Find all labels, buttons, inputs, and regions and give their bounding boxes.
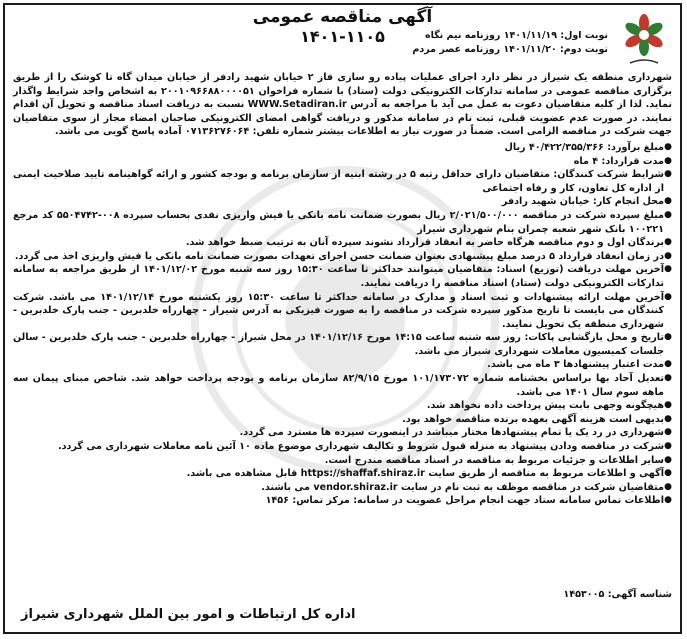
item-text: سایر اطلاعات و جزئیات مربوط به مناقصه در اسناد مناقصه مندرج است. [324, 454, 664, 466]
item-text: شهرداری در رد یک یا تمام پیشنهادها مختار میباشد در اینصورت سپرده ها مسترد می گردد. [239, 427, 664, 439]
item-estimate [13, 141, 672, 155]
item-text: برندگان اول و دوم مناقصه هرگاه حاضر به انعقاد قرارداد نشوند سپرده آنان به ترتیب ضبط خواهد شد. [185, 237, 664, 249]
item-deposit [13, 209, 672, 236]
item-guarantee [13, 250, 672, 264]
item-acceptance [13, 440, 672, 454]
bullet-icon: ● [664, 413, 672, 424]
item-text: مدت اعتبار پیشنهادها ۳ ماه می باشد. [487, 359, 664, 371]
bullet-icon: ● [664, 209, 672, 220]
bullet-icon: ● [664, 291, 672, 302]
item-text: تعدیل آحاد بها براساس بخشنامه شماره ۱۰۱/۱۷۳۰۷۲ مورخ ۸۲/۹/۱۵ سازمان برنامه و بودجه پرداخت خواهد شد. شاخص مبنای پیمان سه ماهه سوم سال ۱۴۰۱ می باشد. [13, 373, 664, 398]
item-text: شرکت در مناقصه ودادن پیشنهاد به منزله قبول شروط و تکالیف شهرداری موضوع ماده ۱۰ آئین نامه معاملات شهرداری می گردد. [57, 441, 664, 453]
item-contact [13, 494, 672, 508]
shiraz-municipality-logo-icon [616, 11, 672, 67]
footer [13, 588, 672, 622]
bullet-icon: ● [664, 264, 672, 275]
item-text: مبلغ سپرده شرکت در مناقصه ۲/۰۲۱/۵۰۰/۰۰۰ ریال بصورت ضمانت نامه بانکی یا فیش واریزی نقدی بحساب سپرده ۰۰۸-۵۵۰۴۷۴۲ کد مرجع ۱۰۰۲۲۱ بانک شهر شعبه چمران بنام شهرداری شیراز [13, 209, 664, 235]
bullet-icon: ● [664, 155, 672, 166]
publication-second-text: ۱۴۰۱/۱۱/۲۰ روزنامه عصر مردم [412, 44, 557, 55]
item-validity [13, 358, 672, 372]
item-text: آگهی و اطلاعات مربوط به مناقصه از طریق سایت https://shaffaf.shiraz.ir قابل مشاهده می باشد. [186, 468, 664, 480]
bullet-icon: ● [664, 250, 672, 261]
bullet-icon: ● [664, 237, 672, 248]
item-vendor-registration [13, 481, 672, 495]
item-conditions [13, 168, 672, 195]
item-text: در زمان انعقاد قرارداد ۵ درصد مبلغ پیشنهادی بعنوان ضمانت حسن اجرای تعهدات بصورت ضمانت نامه بانکی یا فیش واریزی اخذ می گردد. [14, 250, 664, 262]
notice-body [5, 65, 680, 508]
bullet-icon: ● [664, 427, 672, 438]
page-title: آگهی مناقصه عمومی [252, 7, 433, 27]
item-text: هیچگونه وجهی بابت پیش پرداخت داده نخواهد شد. [426, 400, 664, 412]
item-opening [13, 331, 672, 358]
item-website [13, 467, 672, 481]
ad-id: شناسه آگهی: ۱۴۵۳۰۰۵ [563, 589, 672, 600]
item-ad-cost [13, 413, 672, 427]
bullet-icon: ● [664, 468, 672, 479]
item-duration [13, 155, 672, 169]
item-submission-deadline [13, 291, 672, 332]
item-rejection [13, 426, 672, 440]
bullet-icon: ● [664, 196, 672, 207]
item-text: آخرین مهلت دریافت (توزیع) اسناد: متقاضیان میتوانند حداکثر تا ساعت ۱۵:۳۰ روز سه شنبه مورخ ۱۴۰۱/۱۲/۰۲ از طریق مراجعه به سامانه تدارکات الکترونیکی دولت (ستاد) اسناد مناقصه را دریافت نمایند. [13, 264, 664, 289]
bullet-icon: ● [664, 481, 672, 492]
bullet-icon: ● [664, 454, 672, 465]
item-prepayment [13, 399, 672, 413]
item-text: مبلغ برآورد: ۴۰/۴۲۲/۳۵۵/۳۶۶ ریال [504, 141, 664, 153]
item-text: شرایط شرکت کنندگان: متقاضیان دارای حداقل رتبه ۵ در رشته ابنیه از سازمان برنامه و بودجه کشور و ارائه گواهینامه تایید صلاحیت ایمنی از اداره کل تعاون، کار و رفاه اجتماعی [13, 169, 664, 194]
tender-number: ۱۴۰۱-۱۱۰۵ [300, 27, 385, 46]
bullet-icon: ● [664, 373, 672, 384]
item-text: اطلاعات تماس سامانه ستاد جهت انجام مراحل عضویت در سامانه: مرکز تماس: ۱۴۵۶ [265, 495, 664, 507]
bullet-icon: ● [664, 169, 672, 180]
bullet-icon: ● [664, 332, 672, 343]
item-text: آخرین مهلت ارائه پیشنهادات و ثبت اسناد و مدارک در سامانه حداکثر تا ساعت ۱۵:۳۰ روز یکشنبه مورخ ۱۴۰۱/۱۲/۱۴ می باشد. شرکت کنندگان می بایست تا تاریخ مذکور سپرده شرکت در مناقصه را به صورت فیزیکی به آدرس شیراز - چهارراه خلدبرین - جنب پارک خلدبرین - شهرداری منطقه یک تحویل نمایند. [13, 291, 664, 330]
bullet-icon: ● [664, 495, 672, 506]
footer-fields [563, 588, 672, 602]
intro-paragraph: شهرداری منطقه یک شیراز در نظر دارد اجرای عملیات پیاده رو سازی فاز ۲ خیابان شهید رادفر از خیابان میدان گاه تا کوشک را از طریق برگزاری مناقصه عمومی در سامانه تدارکات الکترونیکی دولت (ستاد) با شماره فراخوان ۲۰۰۱۰۹۶۶۸۸۰۰۰۰۵۱ به اشخاص واجد شرایط واگذار نماید. لذا از کلیه متقاضیان دعوت به عمل می آید با مراجعه به آدرس WWW.Setadiran.ir نسبت به دریافت اسناد مناقصه و تحویل آن اقدام نمایند. در صورت عدم عضویت قبلی، ثبت نام در سامانه مذکور و دریافت گواهی امضای الکترونیکی صاحبان امضاء مجاز از سوی متقاضیان جهت شرکت در مناقصه الزامی است. ضمناً در صورت نیاز به اطلاعات بیشتر شماره تلفن: ۰۷۱۳۶۲۷۶۰۶۴ آماده پاسخ گویی می باشد. [13, 72, 672, 138]
bullet-icon: ● [664, 400, 672, 411]
organization-name: اداره کل ارتباطات و امور بین الملل شهرداری شیراز [21, 607, 356, 622]
item-text: بدیهی است هزینه آگهی بعهده برنده مناقصه خواهد بود. [402, 413, 664, 425]
item-location [13, 195, 672, 209]
publication-first-label: نوبت اول: [560, 30, 608, 41]
item-documents-deadline [13, 263, 672, 290]
publication-first [412, 29, 608, 43]
item-details [13, 454, 672, 468]
item-text: تاریخ و محل بازگشایی پاکات: روز سه شنبه ساعت ۱۴:۱۵ مورخ ۱۴۰۱/۱۲/۱۶ در محل شیراز - چهارراه خلدبرین - جنب پارک خلدبرین - سالن جلسات کمیسیون معاملات شهرداری شیراز می باشد. [13, 332, 664, 357]
notice-frame [3, 3, 682, 634]
item-text: مدت قرارداد: ۴ ماه [573, 155, 664, 167]
bullet-icon: ● [664, 441, 672, 452]
publication-first-text: ۱۴۰۱/۱۱/۱۹ روزنامه نیم نگاه [424, 30, 558, 41]
item-text: متقاضیان شرکت در مناقصه موظف به ثبت نام در سایت vendor.shiraz.ir می باشند. [261, 481, 664, 493]
item-winners [13, 236, 672, 250]
bullet-icon: ● [664, 359, 672, 370]
publication-second-label: نوبت دوم: [560, 44, 608, 55]
bullet-icon: ● [664, 141, 672, 152]
header [5, 5, 680, 65]
publication-dates [412, 29, 608, 57]
publication-second [412, 43, 608, 57]
item-text: محل انجام کار: خیابان شهید رادفر [501, 196, 664, 208]
item-price-adjustment [13, 372, 672, 399]
